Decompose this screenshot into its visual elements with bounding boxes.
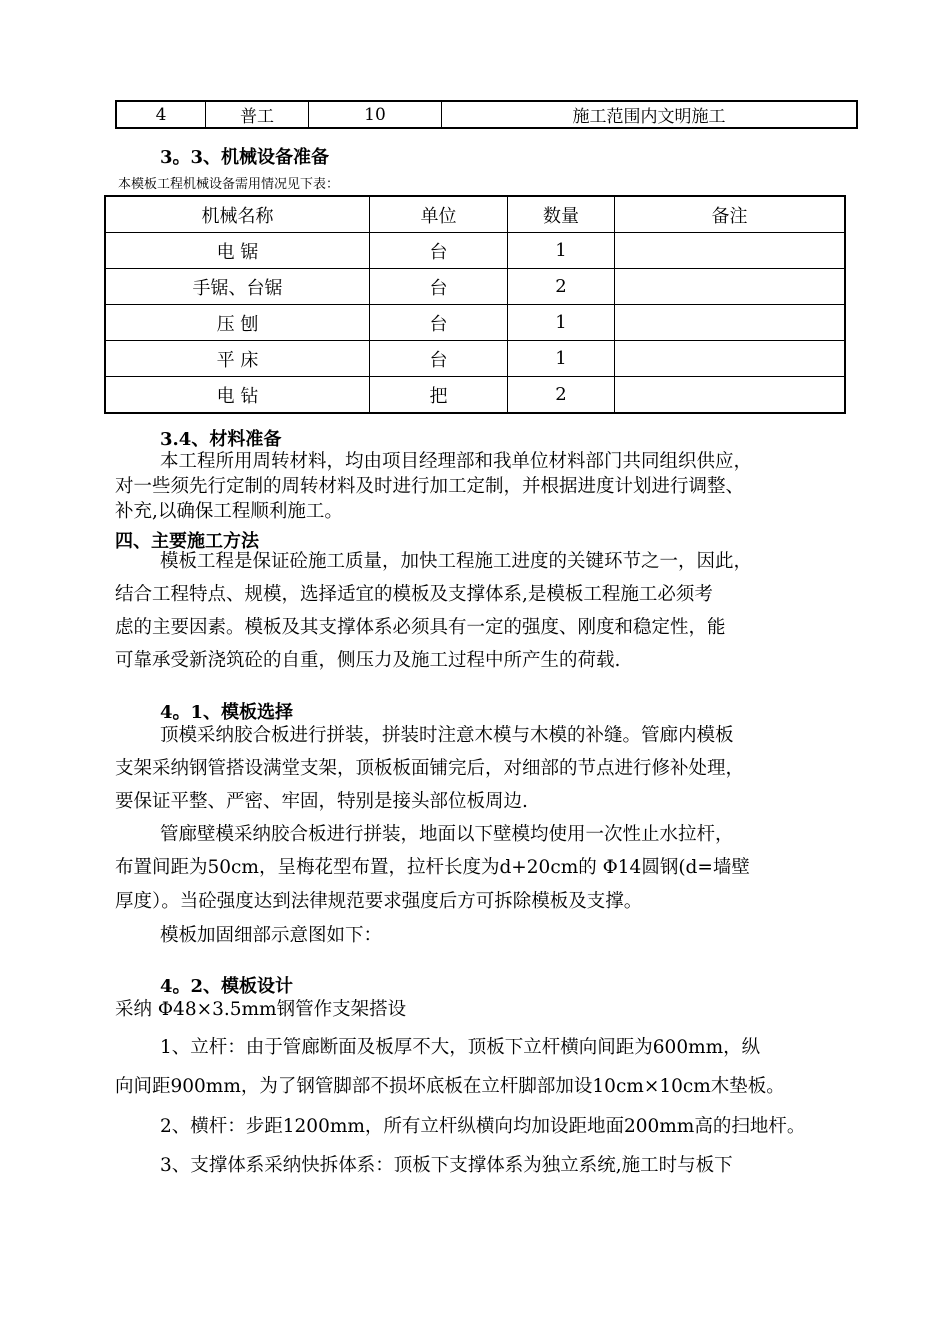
table-cell [615, 269, 846, 305]
paragraph-line: 顶模采纳胶合板进行拼装，拼装时注意木模与木模的补缝。管廊内模板 [160, 725, 734, 746]
table-row [116, 101, 857, 128]
table-cell: 把 [370, 377, 508, 414]
section-heading-3-3: 3。3、机械设备准备 [160, 147, 330, 168]
table-row [105, 377, 845, 414]
labor-table [115, 100, 858, 129]
paragraph-line: 模板工程是保证砼施工质量，加快工程施工进度的关键环节之一，因此， [160, 551, 753, 572]
table-cell [615, 305, 846, 341]
paragraph-line: 补充,以确保工程顺利施工。 [115, 501, 343, 522]
table-cell: 10 [309, 101, 442, 128]
section-heading-3-4: 3.4、材料准备 [160, 429, 282, 450]
equipment-table [104, 195, 846, 414]
table-row [105, 269, 845, 305]
table-header-row [105, 196, 845, 233]
paragraph-line: 可靠承受新浇筑砼的自重，侧压力及施工过程中所产生的荷载. [115, 650, 621, 671]
paragraph-line: 布置间距为50cm，呈梅花型布置，拉杆长度为d+20cm的 Φ14圆钢(d=墙壁 [115, 857, 750, 878]
table-cell: 电 钻 [105, 377, 370, 414]
table-cell: 压 刨 [105, 305, 370, 341]
table-cell: 手锯、台锯 [105, 269, 370, 305]
section-heading-4-1: 4。1、模板选择 [160, 702, 294, 723]
table-row [105, 341, 845, 377]
header-cell: 备注 [615, 196, 846, 233]
table-cell: 电 锯 [105, 233, 370, 269]
paragraph-line: 向间距900mm，为了钢管脚部不损坏底板在立杆脚部加设10cm×10cm木垫板。 [115, 1076, 785, 1097]
table-cell: 台 [370, 305, 508, 341]
table-cell: 2 [508, 377, 615, 414]
table-cell [615, 377, 846, 414]
header-cell: 单位 [370, 196, 508, 233]
paragraph-line: 厚度）。当砼强度达到法律规范要求强度后方可拆除模板及支撑。 [115, 891, 643, 912]
table-cell: 1 [508, 305, 615, 341]
header-cell: 数量 [508, 196, 615, 233]
table-cell: 台 [370, 233, 508, 269]
paragraph-line: 要保证平整、严密、牢固，特别是接头部位板周边. [115, 791, 528, 812]
header-cell: 机械名称 [105, 196, 370, 233]
table-row [105, 305, 845, 341]
paragraph-line: 虑的主要因素。模板及其支撑体系必须具有一定的强度、刚度和稳定性，能 [115, 617, 726, 638]
table-cell [615, 341, 846, 377]
paragraph-line: 对一些须先行定制的周转材料及时进行加工定制，并根据进度计划进行调整、 [115, 476, 745, 497]
table-cell: 普工 [206, 101, 309, 128]
paragraph-line: 1、立杆：由于管廊断面及板厚不大，顶板下立杆横向间距为600mm，纵 [160, 1037, 761, 1058]
paragraph-line: 3、支撑体系采纳快拆体系：顶板下支撑体系为独立系统,施工时与板下 [160, 1155, 733, 1176]
section-heading-4-2: 4。2、模板设计 [160, 976, 294, 997]
paragraph-line: 支架采纳钢管搭设满堂支架，顶板板面铺完后，对细部的节点进行修补处理， [115, 758, 745, 779]
paragraph-line: 本工程所用周转材料，均由项目经理部和我单位材料部门共同组织供应， [160, 451, 753, 472]
table-row [105, 233, 845, 269]
table-cell: 4 [116, 101, 206, 128]
table-cell: 1 [508, 233, 615, 269]
table-cell [615, 233, 846, 269]
table-cell: 台 [370, 269, 508, 305]
section-heading-4: 四、主要施工方法 [115, 531, 259, 552]
table-cell: 2 [508, 269, 615, 305]
paragraph-line: 结合工程特点、规模，选择适宜的模板及支撑体系,是模板工程施工必须考 [115, 584, 713, 605]
table-cell: 施工范围内文明施工 [442, 101, 858, 128]
equipment-intro: 本模板工程机械设备需用情况见下表： [118, 177, 340, 192]
paragraph-line: 模板加固细部示意图如下： [160, 925, 383, 946]
paragraph-line: 采纳 Φ48×3.5mm钢管作支架搭设 [115, 999, 407, 1020]
paragraph-line: 管廊壁模采纳胶合板进行拼装，地面以下壁模均使用一次性止水拉杆， [160, 824, 734, 845]
table-cell: 平 床 [105, 341, 370, 377]
table-cell: 台 [370, 341, 508, 377]
table-cell: 1 [508, 341, 615, 377]
paragraph-line: 2、横杆：步距1200mm，所有立杆纵横向均加设距地面200mm高的扫地杆。 [160, 1116, 806, 1137]
